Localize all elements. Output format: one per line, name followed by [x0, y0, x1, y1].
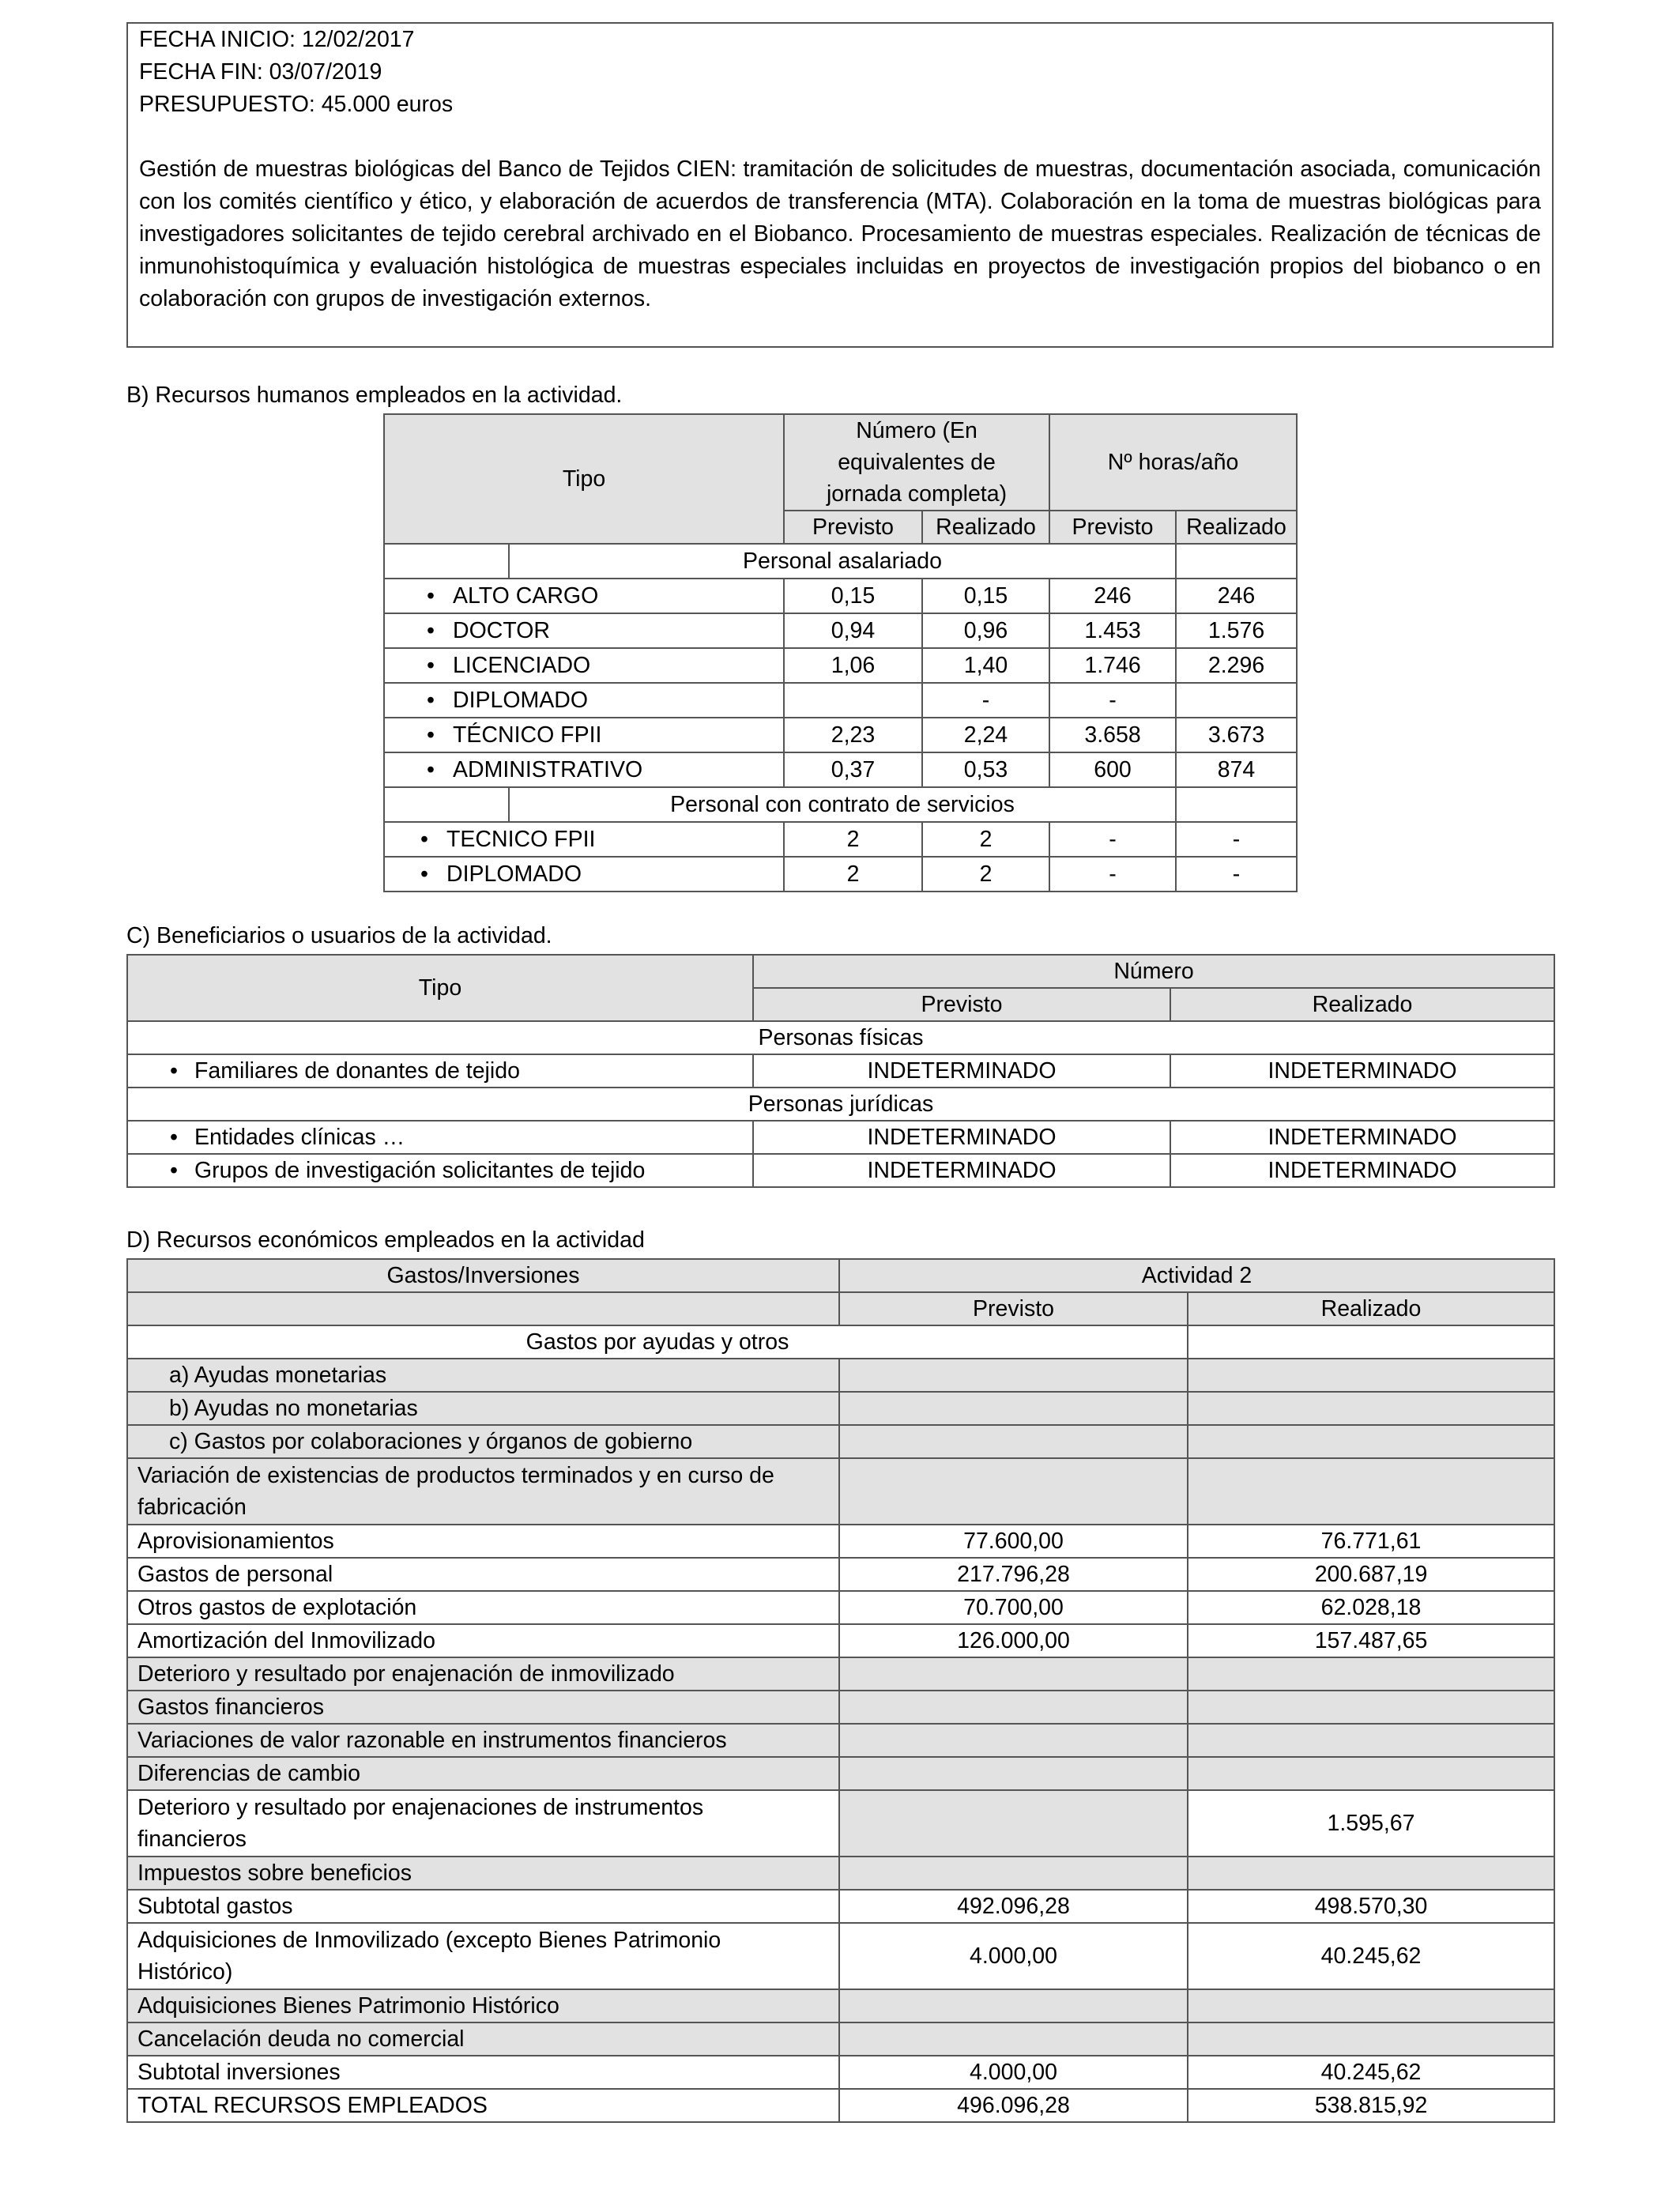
row-tipo [384, 683, 784, 718]
col-header-tipo: Tipo [127, 955, 753, 1021]
col-header-realizado: Realizado [922, 511, 1049, 544]
row-label: Deterioro y resultado por enajenaciones de instrumentos financieros [127, 1790, 839, 1857]
col-header-realizado: Realizado [1176, 511, 1297, 544]
group-label: Personas físicas [127, 1021, 1554, 1054]
row-label: DOCTOR [453, 618, 550, 643]
amount-previsto [839, 1757, 1188, 1790]
numero-previsto: INDETERMINADO [753, 1121, 1170, 1154]
table-row [127, 1790, 1554, 1857]
col-header-tipo: Tipo [384, 414, 784, 544]
table-row [127, 1121, 1554, 1154]
horas-realizado: 2.296 [1176, 648, 1297, 683]
bullet-icon: • [420, 827, 428, 852]
group-label: Personas jurídicas [127, 1088, 1554, 1121]
human-resources-table [383, 413, 1298, 892]
numero-previsto: 2,23 [784, 718, 922, 752]
amount-previsto [839, 2022, 1188, 2056]
beneficiaries-table [126, 954, 1555, 1188]
group-row [384, 544, 1297, 579]
budget: PRESUPUESTO: 45.000 euros [139, 92, 454, 117]
table-row [384, 822, 1297, 857]
amount-previsto: 492.096,28 [839, 1890, 1188, 1923]
row-tipo [384, 752, 784, 787]
row-label: Amortización del Inmovilizado [127, 1624, 839, 1657]
row-label: Otros gastos de explotación [127, 1591, 839, 1624]
group-label: Personal asalariado [509, 544, 1176, 579]
amount-previsto: 217.796,28 [839, 1558, 1188, 1591]
col-header-previsto: Previsto [839, 1292, 1188, 1325]
numero-previsto: 1,06 [784, 648, 922, 683]
table-row [127, 2056, 1554, 2089]
row-tipo [384, 718, 784, 752]
amount-previsto [839, 1857, 1188, 1890]
amount-realizado: 40.245,62 [1188, 1923, 1554, 1989]
section-d-heading: D) Recursos económicos empleados en la actividad [126, 1227, 645, 1253]
row-label: DIPLOMADO [446, 861, 582, 887]
row-label: Variación de existencias de productos terminados y en curso de fabricación [127, 1458, 839, 1525]
group-row [384, 787, 1297, 822]
table-row [127, 1525, 1554, 1558]
activity-description: Gestión de muestras biológicas del Banco de Tejidos CIEN: tramitación de solicitudes de muestras, documentación asociada, comunicación con los comités científico y ético, y elaboración de acuerdos de transferencia (MTA). Colaboración en la toma de muestras biológicas para investigadores solicitantes de tejido cerebral archivado en el Biobanco. Procesamiento de muestras especiales. Realización de técnicas de inmunohistoquímica y evaluación histológica de muestras especiales incluidas en proyectos de investigación propios del biobanco o en colaboración con grupos de investigación externos. [139, 156, 1541, 311]
table-row [127, 1154, 1554, 1187]
row-label: Grupos de investigación solicitantes de tejido [194, 1158, 646, 1183]
amount-realizado [1188, 1989, 1554, 2022]
horas-previsto: 3.658 [1049, 718, 1176, 752]
col-header-numero: Número [753, 955, 1554, 988]
row-label: Gastos de personal [127, 1558, 839, 1591]
bullet-icon: • [427, 653, 435, 678]
amount-previsto [839, 1458, 1188, 1525]
numero-realizado: 0,15 [922, 579, 1049, 613]
row-label: TECNICO FPII [446, 827, 596, 852]
col-header-previsto: Previsto [753, 988, 1170, 1021]
numero-previsto: 0,94 [784, 613, 922, 648]
col-header-gastos: Gastos/Inversiones [127, 1259, 839, 1292]
row-label: Familiares de donantes de tejido [194, 1058, 520, 1084]
bullet-icon: • [427, 583, 435, 609]
horas-previsto: 600 [1049, 752, 1176, 787]
table-row [384, 579, 1297, 613]
bullet-icon: • [170, 1158, 178, 1183]
group-label: Gastos por ayudas y otros [127, 1325, 1188, 1359]
amount-previsto [839, 1724, 1188, 1757]
horas-previsto: 1.746 [1049, 648, 1176, 683]
row-label: ALTO CARGO [453, 583, 599, 609]
table-row [127, 1890, 1554, 1923]
horas-previsto: 246 [1049, 579, 1176, 613]
table-row [384, 857, 1297, 892]
row-tipo [127, 1121, 753, 1154]
row-tipo [384, 648, 784, 683]
table-row [384, 752, 1297, 787]
horas-previsto: - [1049, 822, 1176, 857]
sub-row-label: c) Gastos por colaboraciones y órganos de gobierno [127, 1425, 839, 1458]
numero-realizado: 1,40 [922, 648, 1049, 683]
horas-previsto: - [1049, 857, 1176, 892]
row-label: Cancelación deuda no comercial [127, 2022, 839, 2056]
col-header-actividad: Actividad 2 [839, 1259, 1554, 1292]
table-row [384, 648, 1297, 683]
bullet-icon: • [170, 1058, 178, 1084]
row-label: Aprovisionamientos [127, 1525, 839, 1558]
sub-row-label: b) Ayudas no monetarias [127, 1392, 839, 1425]
amount-previsto: 4.000,00 [839, 2056, 1188, 2089]
section-c-heading: C) Beneficiarios o usuarios de la actividad. [126, 923, 552, 948]
bullet-icon: • [427, 688, 435, 713]
section-b-heading: B) Recursos humanos empleados en la actividad. [126, 383, 623, 408]
horas-realizado: 3.673 [1176, 718, 1297, 752]
row-label: Subtotal inversiones [127, 2056, 839, 2089]
row-label: Diferencias de cambio [127, 1757, 839, 1790]
amount-previsto [839, 1691, 1188, 1724]
table-row [384, 683, 1297, 718]
bullet-icon: • [420, 861, 428, 887]
end-date: FECHA FIN: 03/07/2019 [139, 59, 382, 85]
numero-realizado: INDETERMINADO [1170, 1154, 1554, 1187]
horas-previsto: - [1049, 683, 1176, 718]
horas-realizado: - [1176, 822, 1297, 857]
amount-previsto: 4.000,00 [839, 1923, 1188, 1989]
start-date: FECHA INICIO: 12/02/2017 [139, 27, 415, 52]
row-label: Adquisiciones de Inmovilizado (excepto Bienes Patrimonio Histórico) [127, 1923, 839, 1989]
col-header-realizado: Realizado [1170, 988, 1554, 1021]
amount-previsto: 77.600,00 [839, 1525, 1188, 1558]
amount-realizado [1188, 1857, 1554, 1890]
table-row [127, 1558, 1554, 1591]
row-label: Gastos financieros [127, 1691, 839, 1724]
row-label: TÉCNICO FPII [453, 722, 602, 748]
amount-realizado: 498.570,30 [1188, 1890, 1554, 1923]
horas-realizado: 1.576 [1176, 613, 1297, 648]
numero-previsto: 2 [784, 857, 922, 892]
activity-summary-box [126, 22, 1554, 348]
table-row [127, 1591, 1554, 1624]
row-label: Adquisiciones Bienes Patrimonio Histórico [127, 1989, 839, 2022]
amount-previsto: 496.096,28 [839, 2089, 1188, 2122]
amount-realizado: 40.245,62 [1188, 2056, 1554, 2089]
horas-realizado: - [1176, 857, 1297, 892]
table-row [127, 1691, 1554, 1724]
table-row [127, 1923, 1554, 1989]
sub-row-label: a) Ayudas monetarias [127, 1359, 839, 1392]
numero-realizado: 2 [922, 822, 1049, 857]
bullet-icon: • [427, 757, 435, 782]
row-tipo [384, 857, 784, 892]
col-header-previsto: Previsto [1049, 511, 1176, 544]
amount-previsto [839, 1790, 1188, 1857]
bullet-icon: • [427, 722, 435, 748]
amount-realizado [1188, 1757, 1554, 1790]
table-row [127, 1757, 1554, 1790]
amount-realizado: 62.028,18 [1188, 1591, 1554, 1624]
numero-previsto [784, 683, 922, 718]
row-label: DIPLOMADO [453, 688, 589, 713]
table-row [127, 1458, 1554, 1525]
horas-realizado: 874 [1176, 752, 1297, 787]
numero-realizado: 2 [922, 857, 1049, 892]
numero-realizado: 2,24 [922, 718, 1049, 752]
bullet-icon: • [170, 1125, 178, 1150]
amount-realizado: 1.595,67 [1188, 1790, 1554, 1857]
row-tipo [127, 1054, 753, 1088]
row-tipo [384, 613, 784, 648]
table-row [127, 1989, 1554, 2022]
numero-realizado: - [922, 683, 1049, 718]
horas-previsto: 1.453 [1049, 613, 1176, 648]
numero-realizado: INDETERMINADO [1170, 1121, 1554, 1154]
row-label: ADMINISTRATIVO [453, 757, 643, 782]
row-tipo [127, 1154, 753, 1187]
bullet-icon: • [427, 618, 435, 643]
table-row [127, 1624, 1554, 1657]
row-label: Deterioro y resultado por enajenación de inmovilizado [127, 1657, 839, 1691]
amount-realizado: 76.771,61 [1188, 1525, 1554, 1558]
amount-previsto: 126.000,00 [839, 1624, 1188, 1657]
amount-realizado [1188, 1691, 1554, 1724]
col-header-numero: Número (En equivalentes de jornada completa) [784, 414, 1049, 511]
amount-realizado: 200.687,19 [1188, 1558, 1554, 1591]
numero-realizado: INDETERMINADO [1170, 1054, 1554, 1088]
amount-realizado: 157.487,65 [1188, 1624, 1554, 1657]
row-label: Impuestos sobre beneficios [127, 1857, 839, 1890]
col-header-horas: Nº horas/año [1049, 414, 1297, 511]
amount-realizado [1188, 1657, 1554, 1691]
amount-previsto [839, 1989, 1188, 2022]
group-label: Personal con contrato de servicios [509, 787, 1176, 822]
horas-realizado: 246 [1176, 579, 1297, 613]
numero-realizado: 0,53 [922, 752, 1049, 787]
amount-realizado [1188, 1724, 1554, 1757]
numero-previsto: 2 [784, 822, 922, 857]
numero-previsto: INDETERMINADO [753, 1054, 1170, 1088]
row-label: Subtotal gastos [127, 1890, 839, 1923]
row-label: Variaciones de valor razonable en instrumentos financieros [127, 1724, 839, 1757]
col-header-previsto: Previsto [784, 511, 922, 544]
numero-previsto: 0,15 [784, 579, 922, 613]
table-row [384, 718, 1297, 752]
amount-realizado: 538.815,92 [1188, 2089, 1554, 2122]
row-label: Entidades clínicas … [194, 1125, 405, 1150]
row-tipo [384, 822, 784, 857]
table-row [127, 2022, 1554, 2056]
amount-realizado [1188, 1458, 1554, 1525]
table-row [127, 1054, 1554, 1088]
table-row [127, 1857, 1554, 1890]
amount-realizado [1188, 2022, 1554, 2056]
economic-resources-table [126, 1258, 1555, 2123]
table-row [384, 613, 1297, 648]
row-tipo [384, 579, 784, 613]
horas-realizado [1176, 683, 1297, 718]
amount-previsto: 70.700,00 [839, 1591, 1188, 1624]
numero-realizado: 0,96 [922, 613, 1049, 648]
table-row [127, 2089, 1554, 2122]
table-row [127, 1657, 1554, 1691]
row-label: TOTAL RECURSOS EMPLEADOS [127, 2089, 839, 2122]
numero-previsto: 0,37 [784, 752, 922, 787]
col-header-realizado: Realizado [1188, 1292, 1554, 1325]
table-row [127, 1724, 1554, 1757]
numero-previsto: INDETERMINADO [753, 1154, 1170, 1187]
amount-previsto [839, 1657, 1188, 1691]
row-label: LICENCIADO [453, 653, 591, 678]
